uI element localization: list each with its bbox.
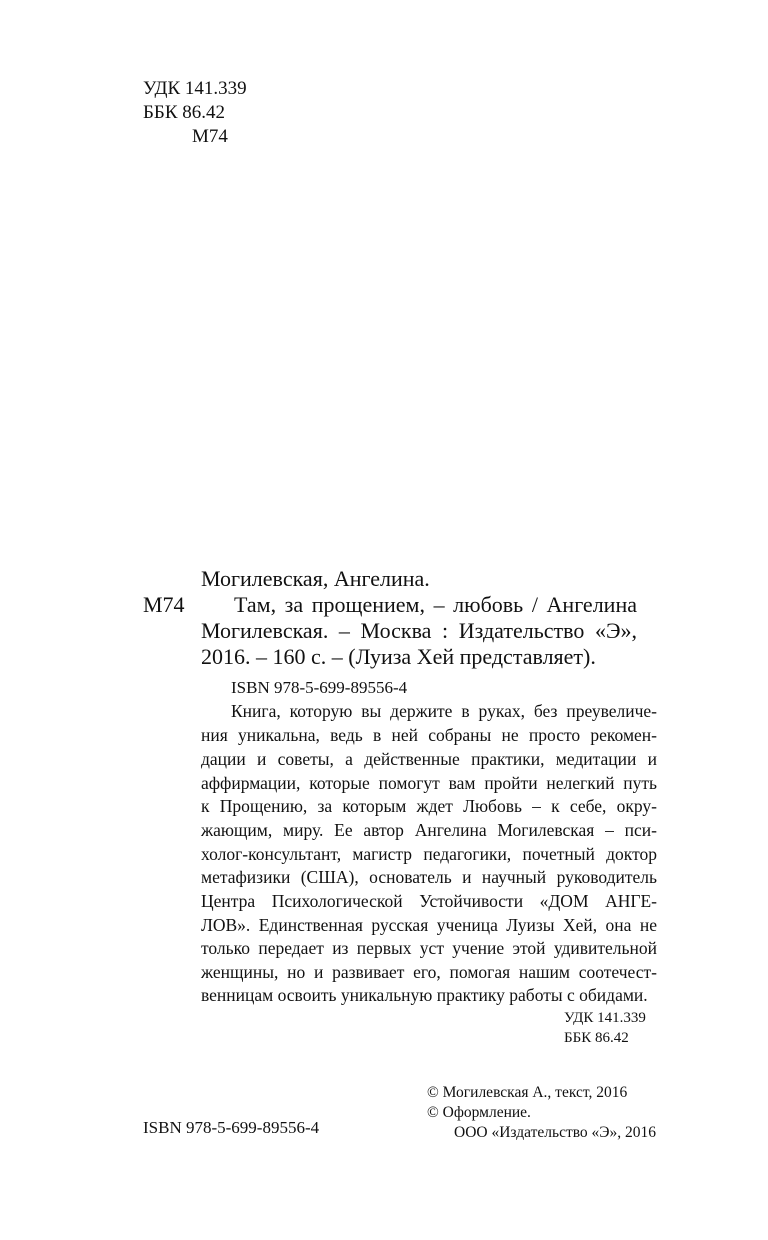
entry-title-line: 2016. – 160 с. – (Луиза Хей представляет). <box>201 644 596 669</box>
entry-author: Могилевская, Ангелина. <box>201 566 430 591</box>
annotation-line: холог-консультант, магистр педагогики, почетный доктор <box>201 844 657 864</box>
bbk-code-bottom: ББК 86.42 <box>564 1030 629 1046</box>
annotation-line: метафизики (США), основатель и научный руководитель <box>201 867 657 887</box>
entry-title-line: Могилевская. – Москва : Издательство «Э», <box>201 618 637 643</box>
bbk-code-top: ББК 86.42 <box>143 102 225 123</box>
copyright-text: © Могилевская А., текст, 2016 <box>427 1084 628 1101</box>
author-code-top: М74 <box>192 126 228 147</box>
annotation-line: женщины, но и развивает его, помогая нашим соотечест- <box>201 962 657 982</box>
entry-title-line: Там, за прощением, – любовь / Ангелина <box>234 592 637 617</box>
entry-isbn: ISBN 978-5-699-89556-4 <box>231 678 408 697</box>
annotation-line: только передает из первых уст учение этой удивительной <box>201 938 657 958</box>
entry-author-code: М74 <box>143 592 185 617</box>
udk-code-top: УДК 141.339 <box>143 78 247 99</box>
annotation-line: ЛОВ». Единственная русская ученица Луизы Хей, она не <box>201 915 657 935</box>
copyright-publisher: ООО «Издательство «Э», 2016 <box>454 1124 657 1141</box>
annotation-line: жающим, миру. Ее автор Ангелина Могилевская – пси- <box>201 820 657 840</box>
udk-code-bottom: УДК 141.339 <box>564 1010 646 1026</box>
annotation-line: Центра Психологической Устойчивости «ДОМ АНГЕ- <box>201 891 657 911</box>
annotation-line: венницам освоить уникальную практику работы с обидами. <box>201 985 648 1005</box>
annotation-line: дации и советы, а действенные практики, медитации и <box>201 749 657 769</box>
isbn-bottom: ISBN 978-5-699-89556-4 <box>143 1118 320 1137</box>
copyright-design: © Оформление. <box>427 1104 531 1121</box>
annotation-line: аффирмации, которые помогут вам пройти нелегкий путь <box>201 773 657 793</box>
annotation-line: ния уникальна, ведь в ней собраны не просто рекомен- <box>201 725 657 745</box>
annotation-line: Книга, которую вы держите в руках, без преувеличе- <box>231 701 657 721</box>
annotation-line: к Прощению, за которым ждет Любовь – к себе, окру- <box>201 796 657 816</box>
